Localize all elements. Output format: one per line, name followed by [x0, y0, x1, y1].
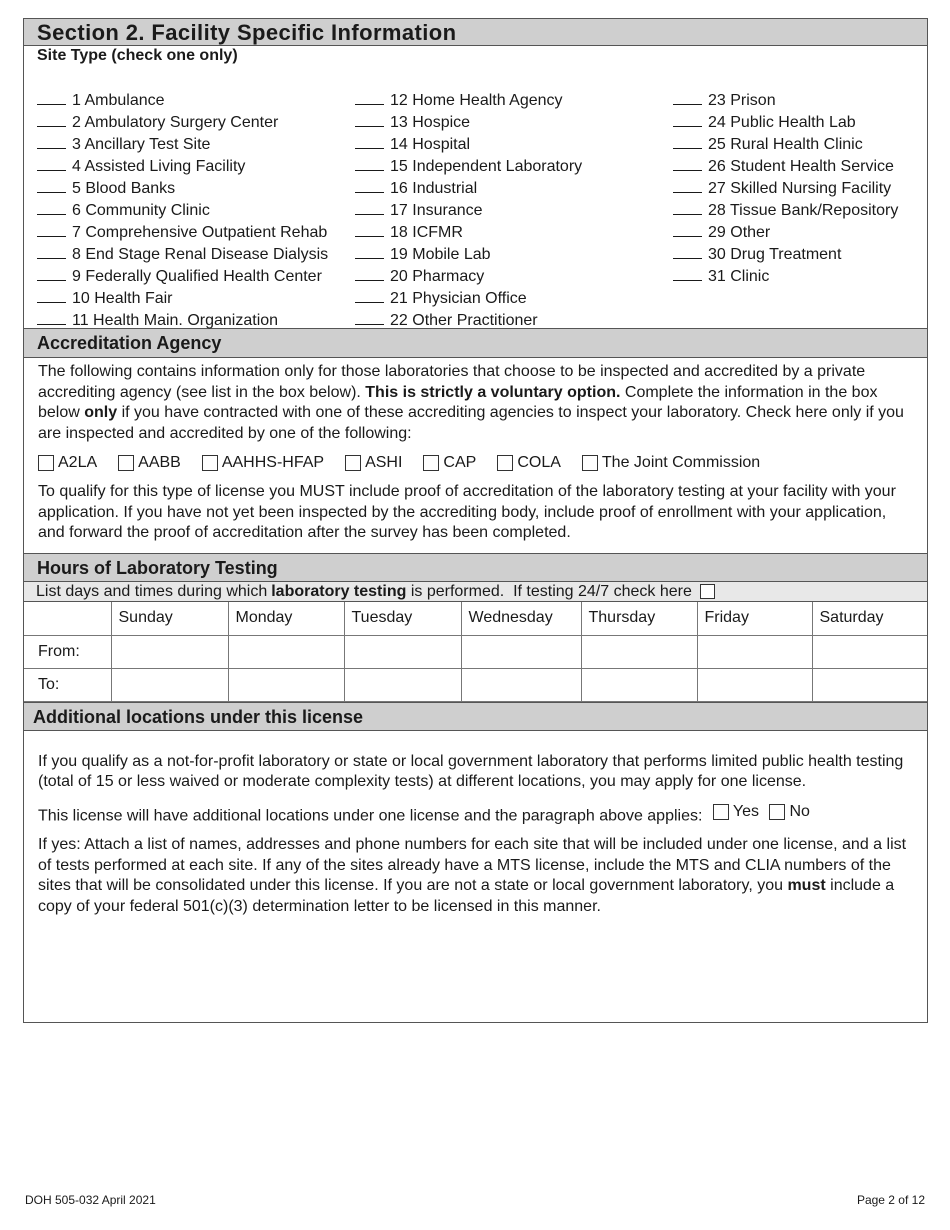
agency-checkbox[interactable] — [202, 455, 218, 471]
hours-to-cell[interactable] — [581, 668, 697, 701]
hours-from-row — [24, 635, 927, 668]
site-type-option[interactable] — [37, 222, 328, 244]
site-type-option[interactable] — [37, 112, 328, 134]
additional-locations-question: This license will have additional locations under one license and the paragraph above applies: Yes No — [38, 802, 810, 824]
site-type-option[interactable] — [355, 266, 582, 288]
hours-from-cell[interactable] — [111, 635, 228, 668]
day-header: Wednesday — [461, 602, 581, 635]
site-type-option-label: 21 Physician Office — [390, 290, 527, 307]
site-type-option-label: 6 Community Clinic — [72, 202, 210, 219]
agency-option[interactable] — [118, 453, 181, 474]
site-type-option[interactable] — [673, 156, 898, 178]
site-type-check-blank[interactable] — [355, 134, 384, 149]
agency-label: ASHI — [365, 453, 403, 471]
site-type-section — [24, 46, 927, 329]
hours-from-cell[interactable] — [344, 635, 461, 668]
site-type-option-label: 1 Ambulance — [72, 92, 165, 109]
site-type-option[interactable] — [673, 134, 898, 156]
hours-to-cell[interactable] — [111, 668, 228, 701]
hours-from-cell[interactable] — [581, 635, 697, 668]
site-type-check-blank[interactable] — [37, 156, 66, 171]
facility-info-form — [23, 18, 928, 1023]
site-type-option[interactable] — [37, 200, 328, 222]
accreditation-section — [24, 358, 927, 553]
site-type-option-label: 2 Ambulatory Surgery Center — [72, 114, 279, 131]
site-type-option-label: 26 Student Health Service — [708, 158, 894, 175]
site-type-option-label: 18 ICFMR — [390, 224, 463, 241]
site-type-check-blank[interactable] — [673, 222, 702, 237]
agency-label: A2LA — [58, 453, 98, 471]
site-type-option[interactable] — [37, 178, 328, 200]
site-type-option-label: 30 Drug Treatment — [708, 246, 842, 263]
site-type-check-blank[interactable] — [355, 200, 384, 215]
site-type-option[interactable] — [673, 266, 898, 288]
site-type-option[interactable] — [37, 310, 328, 332]
testing-24-7-checkbox[interactable] — [700, 584, 715, 599]
day-header: Saturday — [812, 602, 927, 635]
site-type-check-blank[interactable] — [355, 112, 384, 127]
hours-to-cell[interactable] — [344, 668, 461, 701]
agency-option[interactable] — [497, 453, 561, 474]
site-type-option-label: 19 Mobile Lab — [390, 246, 491, 263]
site-type-option-label: 22 Other Practitioner — [390, 312, 538, 329]
hours-corner-cell — [24, 602, 111, 635]
hours-to-cell[interactable] — [228, 668, 344, 701]
site-type-option[interactable] — [673, 244, 898, 266]
day-header: Thursday — [581, 602, 697, 635]
day-header: Sunday — [111, 602, 228, 635]
site-type-option[interactable] — [37, 266, 328, 288]
accreditation-heading: Accreditation Agency — [24, 329, 927, 358]
site-type-option-label: 13 Hospice — [390, 114, 471, 131]
site-type-option-label: 23 Prison — [708, 92, 776, 109]
site-type-check-blank[interactable] — [673, 266, 702, 281]
site-type-column-2 — [355, 90, 582, 332]
site-type-check-blank[interactable] — [37, 244, 66, 259]
hours-header-row — [24, 602, 927, 635]
agency-label: CAP — [443, 453, 477, 471]
site-type-option[interactable] — [355, 222, 582, 244]
agency-option[interactable] — [38, 453, 97, 474]
site-type-check-blank[interactable] — [673, 112, 702, 127]
site-type-check-blank[interactable] — [355, 222, 384, 237]
site-type-option-label: 25 Rural Health Clinic — [708, 136, 863, 153]
agency-checkbox[interactable] — [345, 455, 361, 471]
hours-instructions: List days and times during which laboratory testing is performed. If testing 24/7 check here — [24, 582, 927, 602]
site-type-check-blank[interactable] — [673, 90, 702, 105]
site-type-option[interactable] — [37, 288, 328, 310]
additional-locations-instructions: If yes: Attach a list of names, addresses and phone numbers for each site that will be included under one license, and a list of tests performed at each site. If any of the sites already have a MTS license, include the MTS and CLIA numbers of the sites that will be consolidated under this license. If you are not a state or local government laboratory, you must include a copy of your federal 501(c)(3) determination letter to be licensed in this manner. — [38, 836, 907, 915]
additional-yes-checkbox[interactable] — [713, 804, 729, 820]
hours-to-cell[interactable] — [697, 668, 812, 701]
hours-from-cell[interactable] — [228, 635, 344, 668]
agency-option[interactable] — [582, 453, 760, 474]
site-type-option[interactable] — [37, 244, 328, 266]
additional-locations-eligibility: If you qualify as a not-for-profit laboratory or state or local government laboratory that performs limited public health testing (total of 15 or less waived or moderate complexity tests) at different locations, you may apply for one license. — [38, 752, 904, 790]
agency-checkbox-row — [38, 452, 913, 474]
day-header: Friday — [697, 602, 812, 635]
site-type-check-blank[interactable] — [37, 288, 66, 303]
additional-locations-heading: Additional locations under this license — [24, 702, 927, 731]
section-title: Section 2. Facility Specific Information — [24, 19, 927, 46]
site-type-check-blank[interactable] — [355, 178, 384, 193]
site-type-option-label: 16 Industrial — [390, 180, 478, 197]
agency-label: The Joint Commission — [601, 453, 761, 471]
site-type-label: Site Type (check one only) — [37, 47, 238, 64]
site-type-option-label: 17 Insurance — [390, 202, 483, 219]
site-type-check-blank[interactable] — [673, 200, 702, 215]
hours-from-cell[interactable] — [812, 635, 927, 668]
hours-from-cell[interactable] — [461, 635, 581, 668]
agency-checkbox[interactable] — [497, 455, 513, 471]
site-type-check-blank[interactable] — [37, 222, 66, 237]
site-type-option[interactable] — [37, 156, 328, 178]
hours-to-cell[interactable] — [812, 668, 927, 701]
site-type-option-label: 27 Skilled Nursing Facility — [708, 180, 892, 197]
additional-locations-section — [24, 731, 927, 918]
site-type-option-label: 31 Clinic — [708, 268, 770, 285]
hours-table — [24, 602, 927, 702]
site-type-check-blank[interactable] — [355, 310, 384, 325]
day-header: Monday — [228, 602, 344, 635]
agency-checkbox[interactable] — [423, 455, 439, 471]
site-type-check-blank[interactable] — [355, 266, 384, 281]
site-type-option[interactable] — [355, 112, 582, 134]
agency-label: COLA — [517, 453, 561, 471]
agency-checkbox[interactable] — [118, 455, 134, 471]
day-header: Tuesday — [344, 602, 461, 635]
site-type-option-label: 12 Home Health Agency — [390, 92, 563, 109]
site-type-check-blank[interactable] — [673, 156, 702, 171]
site-type-check-blank[interactable] — [37, 178, 66, 193]
site-type-option[interactable] — [355, 90, 582, 112]
site-type-option-label: 7 Comprehensive Outpatient Rehab — [72, 224, 328, 241]
site-type-option[interactable] — [673, 200, 898, 222]
hours-to-cell[interactable] — [461, 668, 581, 701]
agency-label: AAHHS-HFAP — [221, 453, 325, 471]
site-type-option[interactable] — [673, 112, 898, 134]
additional-no-checkbox[interactable] — [769, 804, 785, 820]
agency-option[interactable] — [202, 453, 324, 474]
site-type-check-blank[interactable] — [673, 134, 702, 149]
site-type-option-label: 9 Federally Qualified Health Center — [72, 268, 322, 285]
site-type-check-blank[interactable] — [37, 90, 66, 105]
site-type-option-label: 29 Other — [708, 224, 771, 241]
site-type-check-blank[interactable] — [37, 134, 66, 149]
site-type-option-label: 4 Assisted Living Facility — [72, 158, 246, 175]
site-type-check-blank[interactable] — [37, 310, 66, 325]
hours-from-cell[interactable] — [697, 635, 812, 668]
site-type-option[interactable] — [355, 310, 582, 332]
site-type-option[interactable] — [355, 156, 582, 178]
site-type-column-1 — [37, 90, 328, 332]
site-type-option-label: 14 Hospital — [390, 136, 471, 153]
site-type-option[interactable] — [355, 244, 582, 266]
site-type-option[interactable] — [37, 134, 328, 156]
site-type-check-blank[interactable] — [37, 266, 66, 281]
site-type-check-blank[interactable] — [355, 244, 384, 259]
site-type-option-label: 3 Ancillary Test Site — [72, 136, 211, 153]
site-type-column-3 — [673, 90, 898, 288]
site-type-option[interactable] — [673, 178, 898, 200]
site-type-check-blank[interactable] — [37, 200, 66, 215]
site-type-option[interactable] — [355, 288, 582, 310]
site-type-option[interactable] — [355, 134, 582, 156]
site-type-option-label: 24 Public Health Lab — [708, 114, 856, 131]
site-type-check-blank[interactable] — [355, 90, 384, 105]
site-type-option[interactable] — [673, 90, 898, 112]
agency-checkbox[interactable] — [582, 455, 598, 471]
hours-row-label: From: — [24, 635, 111, 668]
hours-to-row — [24, 668, 927, 701]
agency-checkbox[interactable] — [38, 455, 54, 471]
site-type-option-label: 20 Pharmacy — [390, 268, 485, 285]
accreditation-requirement: To qualify for this type of license you MUST include proof of accreditation of the laboratory testing at your facility with your application. If you have not yet been inspected by the accrediting body, include proof of enrollment with your application, and forward the proof of accreditation after the survey has been completed. — [38, 483, 896, 541]
site-type-option-label: 5 Blood Banks — [72, 180, 176, 197]
site-type-option[interactable] — [673, 222, 898, 244]
site-type-option[interactable] — [355, 200, 582, 222]
hours-heading: Hours of Laboratory Testing — [24, 553, 927, 582]
site-type-option-label: 11 Health Main. Organization — [72, 312, 279, 329]
site-type-check-blank[interactable] — [355, 156, 384, 171]
hours-row-label: To: — [24, 668, 111, 701]
site-type-check-blank[interactable] — [673, 244, 702, 259]
site-type-option-label: 28 Tissue Bank/Repository — [708, 202, 899, 219]
site-type-option[interactable] — [37, 90, 328, 112]
site-type-check-blank[interactable] — [355, 288, 384, 303]
site-type-option[interactable] — [355, 178, 582, 200]
site-type-check-blank[interactable] — [37, 112, 66, 127]
site-type-option-label: 15 Independent Laboratory — [390, 158, 583, 175]
site-type-check-blank[interactable] — [673, 178, 702, 193]
agency-label: AABB — [138, 453, 181, 471]
page-number: Page 2 of 12 — [856, 1193, 925, 1207]
agency-option[interactable] — [345, 453, 402, 474]
form-id: DOH 505-032 April 2021 — [25, 1193, 156, 1207]
site-type-option-label: 10 Health Fair — [72, 290, 173, 307]
agency-option[interactable] — [423, 453, 476, 474]
accreditation-intro: The following contains information only for those laboratories that choose to be inspected and accredited by a private accrediting agency (see list in the box below). This is strictly a voluntary option. Complete the information in the box below only if you have contracted with one of these accrediting agencies to inspect your laboratory. Check here only if you are inspected and accredited by one of the following: — [38, 363, 904, 442]
site-type-option-label: 8 End Stage Renal Disease Dialysis — [72, 246, 329, 263]
